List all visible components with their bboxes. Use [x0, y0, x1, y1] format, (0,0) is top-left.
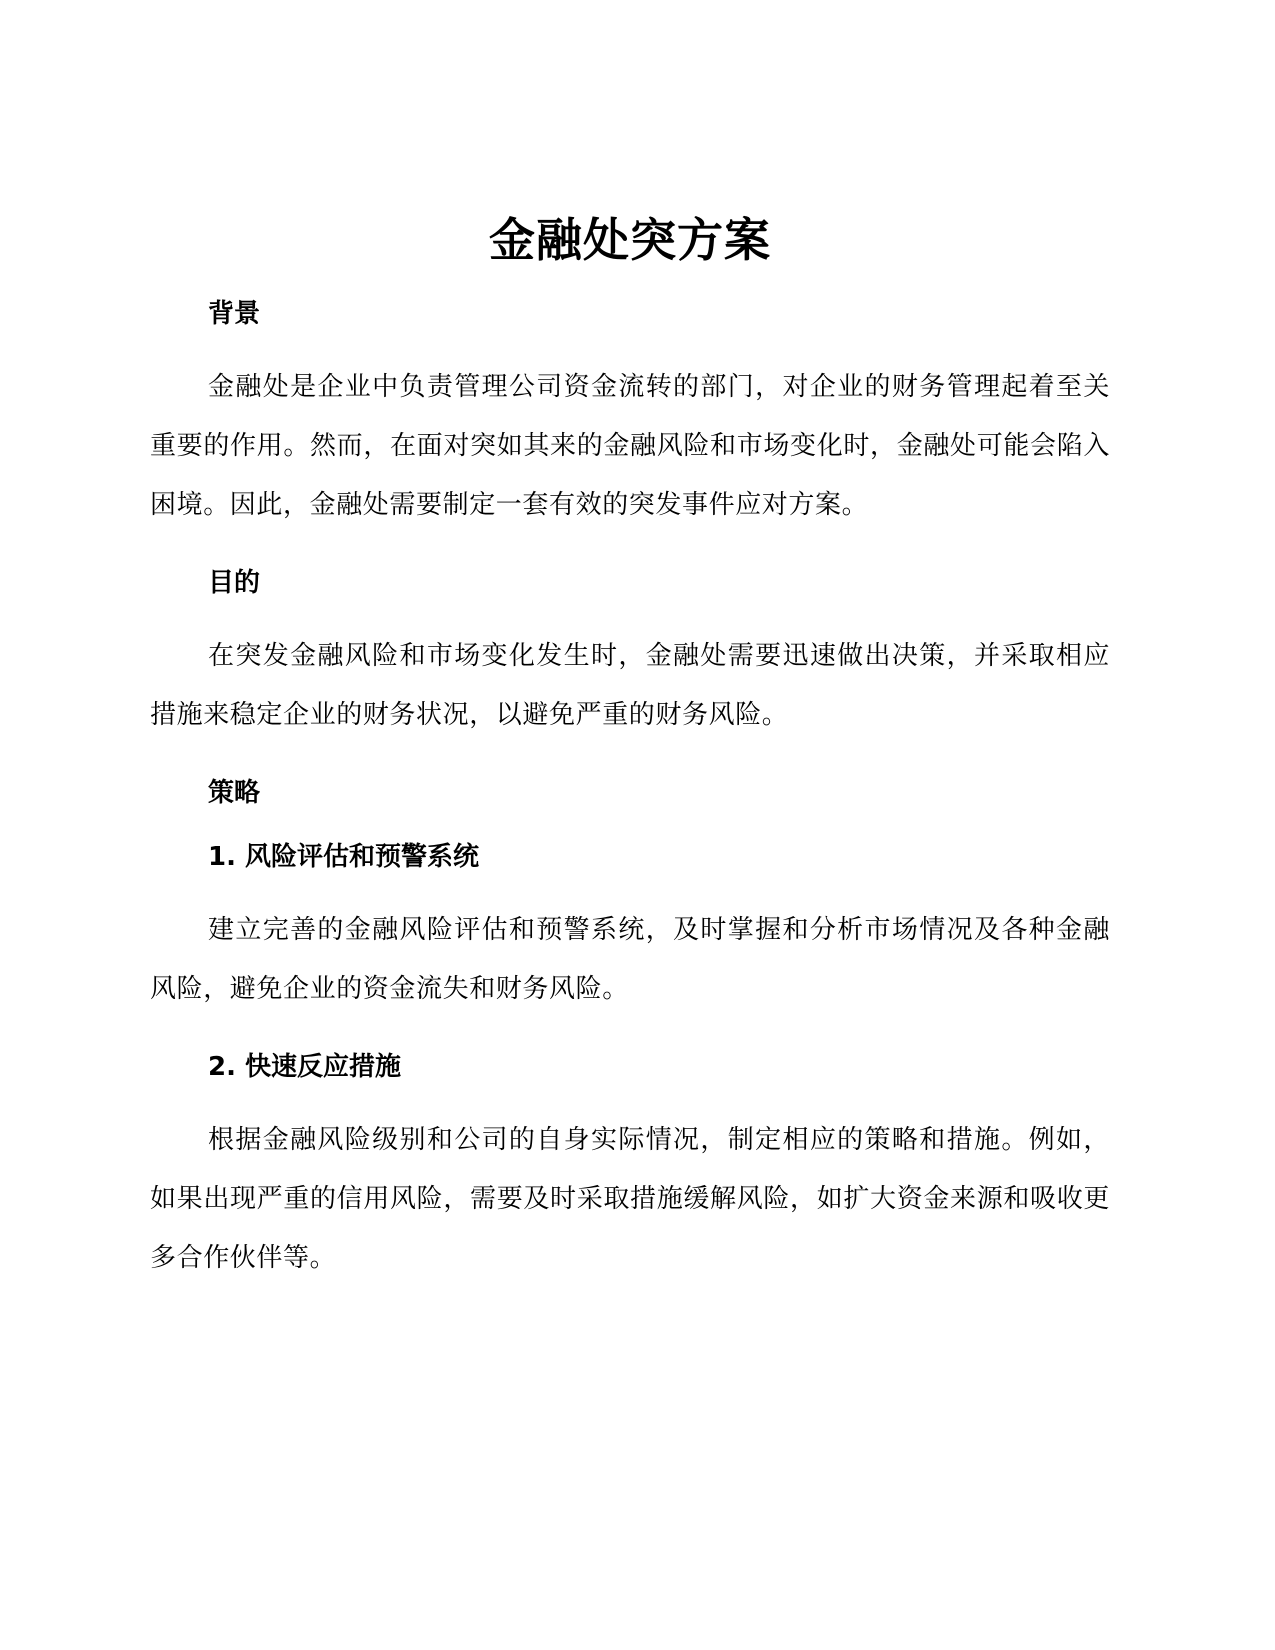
section-heading-rapid-response: 2. 快速反应措施: [208, 1052, 402, 1082]
section-heading-strategy: 策略: [208, 778, 261, 808]
purpose-paragraph: 在突发金融风险和市场变化发生时，金融处需要迅速做出决策，并采取相应措施来稳定企业的财务状况，以避免严重的财务风险。: [150, 641, 1110, 730]
rapid-response-paragraph: 根据金融风险级别和公司的自身实际情况，制定相应的策略和措施。例如，如果出现严重的信用风险，需要及时采取措施缓解风险，如扩大资金来源和吸收更多合作伙伴等。: [150, 1125, 1110, 1273]
section-heading-risk-warning-system: 1. 风险评估和预警系统: [208, 842, 480, 872]
section-heading-purpose: 目的: [208, 568, 261, 598]
risk-warning-system-paragraph: 建立完善的金融风险评估和预警系统，及时掌握和分析市场情况及各种金融风险，避免企业的资金流失和财务风险。: [150, 915, 1110, 1004]
section-heading-background: 背景: [208, 299, 261, 329]
document-content: [150, 212, 1110, 1316]
background-paragraph: 金融处是企业中负责管理公司资金流转的部门，对企业的财务管理起着至关重要的作用。然而，在面对突如其来的金融风险和市场变化时，金融处可能会陷入困境。因此，金融处需要制定一套有效的突发事件应对方案。: [150, 372, 1110, 520]
document-title: 金融处突方案: [489, 213, 771, 267]
